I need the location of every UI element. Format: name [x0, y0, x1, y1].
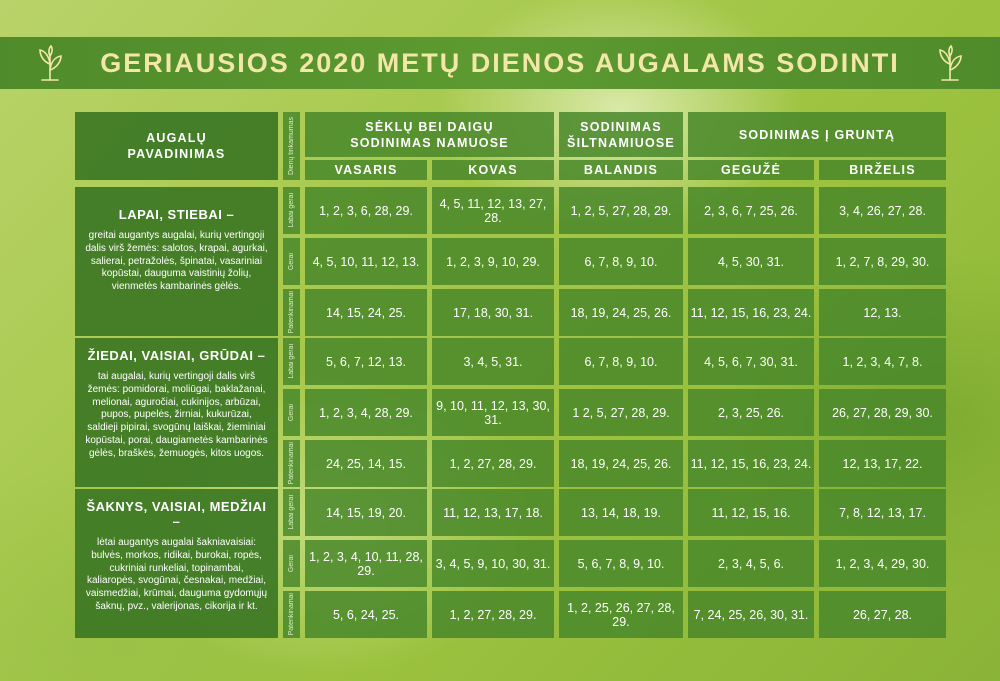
- group-home-label: SĖKLŲ BEI DAIGŲ SODINIMAS NAMUOSE: [350, 119, 509, 150]
- day-cell: [432, 540, 554, 587]
- day-values: 4, 5, 30, 31.: [717, 254, 785, 269]
- month-header-birzelis: [819, 160, 946, 180]
- suitability-text: Gerai: [288, 403, 295, 422]
- day-values: 1, 2, 3, 9, 10, 29.: [446, 254, 540, 269]
- day-values: 1, 2, 3, 6, 28, 29.: [319, 203, 413, 218]
- month-label: GEGUŽĖ: [721, 163, 781, 177]
- suitability-text: Labai gerai: [288, 344, 295, 379]
- day-values: 1, 2, 3, 4, 10, 11, 28, 29.: [309, 549, 423, 578]
- day-cell: [305, 591, 427, 638]
- plant-icon: [32, 44, 68, 82]
- day-cell: [559, 440, 683, 487]
- suitability-row-label: [283, 591, 300, 638]
- plant-names-label: AUGALŲ PAVADINIMAS: [127, 131, 226, 161]
- category-description: tai augalai, kurių vertingoji dalis virš žemės: pomidorai, moliūgai, baklažanai, melionai, aguročiai, cukinijos, arbūzai, pupos, pupelės, žirniai, kukurūzai, saldieji pipirai, svogūnų laiškai, žieminiai kopūstai, porai, daugiametės kambarinės gėlės, braškės, žemuogės, kitos uogos.: [85, 371, 268, 459]
- day-cell: [432, 238, 554, 285]
- day-cell: [819, 591, 946, 638]
- day-cell: [559, 187, 683, 234]
- day-cell: [432, 389, 554, 436]
- day-cell: [688, 591, 814, 638]
- day-cell: [559, 389, 683, 436]
- day-values: 2, 3, 25, 26.: [717, 405, 785, 420]
- day-cell: [559, 591, 683, 638]
- day-values: 7, 8, 12, 13, 17.: [839, 505, 926, 520]
- day-cell: [819, 338, 946, 385]
- month-label: VASARIS: [334, 163, 398, 177]
- day-values: 1, 2, 5, 27, 28, 29.: [570, 203, 672, 218]
- suitability-row-label: [283, 289, 300, 336]
- day-values: 2, 3, 4, 5, 6.: [717, 556, 784, 571]
- day-cell: [305, 489, 427, 536]
- day-values: 1, 2, 3, 4, 28, 29.: [319, 405, 413, 420]
- suitability-row-label: [283, 238, 300, 285]
- day-values: 6, 7, 8, 9, 10.: [584, 354, 658, 369]
- category-cell: [75, 187, 278, 336]
- day-cell: [688, 289, 814, 336]
- page-title: GERIAUSIOS 2020 METŲ DIENOS AUGALAMS SODINTI: [100, 47, 900, 78]
- day-cell: [819, 389, 946, 436]
- day-cell: [559, 238, 683, 285]
- group-greenhouse-label: SODINIMAS ŠILTNAMIUOSE: [567, 119, 675, 150]
- day-cell: [432, 440, 554, 487]
- day-values: 1, 2, 27, 28, 29.: [449, 456, 537, 471]
- day-values: 5, 6, 24, 25.: [332, 607, 400, 622]
- day-cell: [819, 289, 946, 336]
- month-header-balandis: [559, 160, 683, 180]
- day-cell: [432, 289, 554, 336]
- day-values: 12, 13.: [863, 305, 902, 320]
- day-values: 3, 4, 5, 9, 10, 30, 31.: [435, 556, 551, 571]
- day-values: 9, 10, 11, 12, 13, 30, 31.: [436, 398, 550, 427]
- day-cell: [305, 238, 427, 285]
- suitability-label: Dienų tinkamumas: [288, 117, 295, 175]
- suitability-header: [283, 112, 300, 180]
- day-values: 26, 27, 28.: [852, 607, 913, 622]
- day-cell: [305, 440, 427, 487]
- group-ground-label: SODINIMAS Į GRUNTĄ: [738, 127, 896, 142]
- month-label: BALANDIS: [583, 163, 659, 177]
- month-label: KOVAS: [468, 163, 518, 177]
- suitability-text: Patenkinamai: [288, 442, 295, 485]
- suitability-text: Patenkinamai: [288, 291, 295, 334]
- day-values: 1, 2, 3, 4, 29, 30.: [835, 556, 930, 571]
- day-values: 17, 18, 30, 31.: [453, 305, 533, 320]
- day-cell: [305, 187, 427, 234]
- title-bar: [0, 37, 1000, 89]
- suitability-row-label: [283, 187, 300, 234]
- day-values: 13, 14, 18, 19.: [581, 505, 661, 520]
- day-cell: [688, 489, 814, 536]
- suitability-text: Gerai: [288, 252, 295, 271]
- group-header-ground: [688, 112, 946, 157]
- category-title: ŽIEDAI, VAISIAI, GRŪDAI –: [87, 348, 266, 363]
- day-cell: [559, 489, 683, 536]
- day-cell: [688, 389, 814, 436]
- day-values: 11, 12, 13, 17, 18.: [443, 505, 543, 520]
- suitability-row-label: [283, 540, 300, 587]
- day-values: 4, 5, 10, 11, 12, 13.: [312, 254, 420, 269]
- day-cell: [688, 540, 814, 587]
- plant-names-header: [75, 112, 278, 180]
- day-values: 11, 12, 15, 16, 23, 24.: [690, 305, 812, 320]
- day-values: 11, 12, 15, 16, 23, 24.: [690, 456, 812, 471]
- day-cell: [305, 389, 427, 436]
- day-values: 2, 3, 6, 7, 25, 26.: [704, 203, 798, 218]
- day-cell: [819, 489, 946, 536]
- group-header-home: [305, 112, 554, 157]
- day-cell: [819, 187, 946, 234]
- suitability-row-label: [283, 338, 300, 385]
- category-description: greitai augantys augalai, kurių vertingoji dalis virš žemės: salotos, krapai, agurkai, salierai, petražolės, špinatai, vasariniai kopūstai, dauguma vaistinių žolių, vienmetės kambarinės gėlės.: [85, 230, 268, 293]
- day-values: 7, 24, 25, 26, 30, 31.: [693, 607, 809, 622]
- suitability-text: Patenkinamai: [288, 593, 295, 636]
- category-cell: [75, 338, 278, 487]
- day-values: 14, 15, 19, 20.: [326, 505, 406, 520]
- day-cell: [559, 289, 683, 336]
- day-values: 6, 7, 8, 9, 10.: [584, 254, 658, 269]
- suitability-row-label: [283, 489, 300, 536]
- suitability-text: Labai gerai: [288, 495, 295, 530]
- day-values: 4, 5, 6, 7, 30, 31.: [704, 354, 798, 369]
- day-values: 26, 27, 28, 29, 30.: [832, 405, 933, 420]
- day-cell: [305, 540, 427, 587]
- day-values: 3, 4, 5, 31.: [463, 354, 523, 369]
- day-values: 1, 2, 25, 26, 27, 28, 29.: [567, 600, 675, 629]
- month-header-kovas: [432, 160, 554, 180]
- month-header-geguze: [688, 160, 814, 180]
- day-cell: [432, 489, 554, 536]
- day-cell: [688, 238, 814, 285]
- day-values: 1, 2, 3, 4, 7, 8.: [842, 354, 923, 369]
- suitability-row-label: [283, 389, 300, 436]
- day-cell: [432, 187, 554, 234]
- day-cell: [819, 440, 946, 487]
- day-values: 24, 25, 14, 15.: [326, 456, 406, 471]
- day-cell: [432, 338, 554, 385]
- suitability-text: Gerai: [288, 554, 295, 573]
- day-cell: [305, 289, 427, 336]
- day-cell: [305, 338, 427, 385]
- day-cell: [559, 338, 683, 385]
- day-values: 1, 2, 7, 8, 29, 30.: [835, 254, 930, 269]
- day-cell: [432, 591, 554, 638]
- category-title: ŠAKNYS, VAISIAI, MEDŽIAI –: [86, 499, 267, 529]
- category-cell: [75, 489, 278, 638]
- day-values: 1, 2, 27, 28, 29.: [449, 607, 537, 622]
- day-values: 18, 19, 24, 25, 26.: [570, 305, 672, 320]
- suitability-row-label: [283, 440, 300, 487]
- group-header-greenhouse: [559, 112, 683, 157]
- day-values: 18, 19, 24, 25, 26.: [570, 456, 672, 471]
- day-cell: [688, 440, 814, 487]
- day-values: 12, 13, 17, 22.: [842, 456, 923, 471]
- day-values: 4, 5, 11, 12, 13, 27, 28.: [439, 196, 547, 225]
- day-values: 11, 12, 15, 16.: [711, 505, 791, 520]
- suitability-text: Labai gerai: [288, 193, 295, 228]
- category-description: lėtai augantys augalai šakniavaisiai: bulvės, morkos, ridikai, burokai, ropės, cukriniai runkeliai, topinambai, kaliaropės, svogūnai, česnakai, medžiai, vaismedžiai, krūmai, dauguma gydomųjų šaknų, pvz., valerijonas, cikorija ir kt.: [85, 537, 268, 612]
- day-values: 5, 6, 7, 8, 9, 10.: [577, 556, 665, 571]
- day-cell: [819, 540, 946, 587]
- day-values: 1 2, 5, 27, 28, 29.: [572, 405, 670, 420]
- day-cell: [688, 187, 814, 234]
- day-values: 14, 15, 24, 25.: [326, 305, 406, 320]
- day-values: 5, 6, 7, 12, 13.: [326, 354, 406, 369]
- day-values: 3, 4, 26, 27, 28.: [839, 203, 926, 218]
- day-cell: [559, 540, 683, 587]
- day-cell: [819, 238, 946, 285]
- plant-icon: [932, 44, 968, 82]
- category-title: LAPAI, STIEBAI –: [118, 207, 235, 222]
- day-cell: [688, 338, 814, 385]
- month-header-vasaris: [305, 160, 427, 180]
- month-label: BIRŽELIS: [849, 163, 916, 177]
